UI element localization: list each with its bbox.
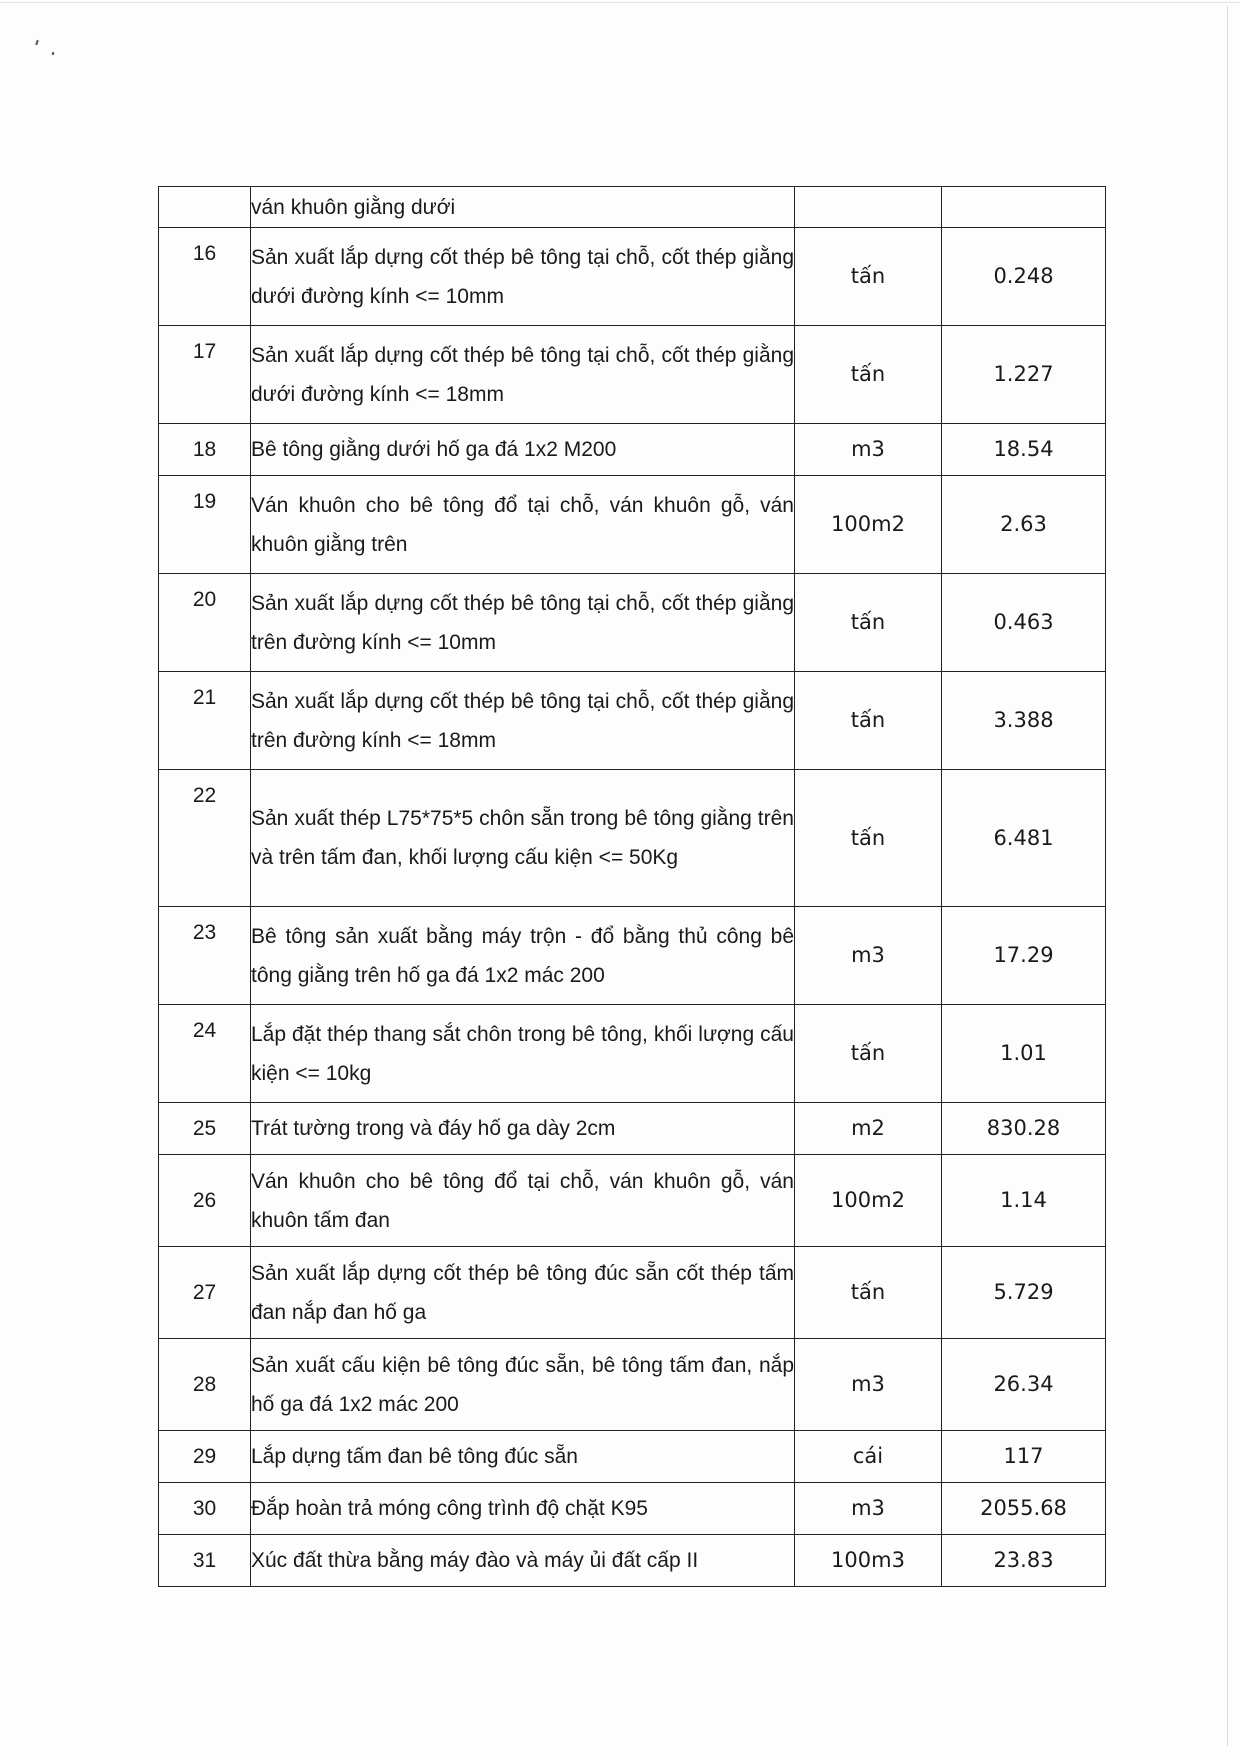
cell-no: 25 [159,1103,251,1155]
cell-quantity: 2.63 [942,476,1106,574]
table-row [159,1103,1106,1155]
table-row [159,1005,1106,1103]
cell-description: Xúc đất thừa bằng máy đào và máy ủi đất cấp II [251,1535,795,1587]
scan-speck [52,52,55,56]
table-row [159,1247,1106,1339]
cell-quantity [942,187,1106,228]
cell-unit: m3 [795,907,942,1005]
table-row [159,326,1106,424]
cell-unit: tấn [795,228,942,326]
cell-no: 27 [159,1247,251,1339]
cell-no: 20 [159,574,251,672]
cell-no: 23 [159,907,251,1005]
cell-no [159,187,251,228]
cell-no: 29 [159,1431,251,1483]
cell-quantity: 830.28 [942,1103,1106,1155]
table-row [159,1483,1106,1535]
cell-no: 30 [159,1483,251,1535]
cell-description: Đắp hoàn trả móng công trình độ chặt K95 [251,1483,795,1535]
cell-unit: tấn [795,672,942,770]
cell-no: 16 [159,228,251,326]
cell-quantity: 5.729 [942,1247,1106,1339]
cell-description: Sản xuất lắp dựng cốt thép bê tông tại chỗ, cốt thép giằng dưới đường kính <= 18mm [251,326,795,424]
cell-description: Bê tông sản xuất bằng máy trộn - đổ bằng thủ công bê tông giằng trên hố ga đá 1x2 mác 200 [251,907,795,1005]
cell-no: 21 [159,672,251,770]
cell-quantity: 23.83 [942,1535,1106,1587]
table-row [159,1339,1106,1431]
cell-unit: m3 [795,1483,942,1535]
cell-unit: tấn [795,770,942,907]
cell-quantity: 1.01 [942,1005,1106,1103]
cell-quantity: 1.227 [942,326,1106,424]
cell-quantity: 18.54 [942,424,1106,476]
table-row [159,574,1106,672]
cell-no: 17 [159,326,251,424]
cell-unit: 100m3 [795,1535,942,1587]
cell-unit: 100m2 [795,1155,942,1247]
cell-unit: tấn [795,1247,942,1339]
cell-quantity: 0.248 [942,228,1106,326]
cell-unit: cái [795,1431,942,1483]
cell-quantity: 2055.68 [942,1483,1106,1535]
table-row [159,672,1106,770]
cell-description: Ván khuôn cho bê tông đổ tại chỗ, ván khuôn gỗ, ván khuôn tấm đan [251,1155,795,1247]
cell-unit [795,187,942,228]
cell-unit: tấn [795,1005,942,1103]
cell-quantity: 26.34 [942,1339,1106,1431]
cell-no: 22 [159,770,251,907]
cell-no: 26 [159,1155,251,1247]
table-row-continuation [159,187,1106,228]
cell-description: Sản xuất lắp dựng cốt thép bê tông đúc sẵn cốt thép tấm đan nắp đan hố ga [251,1247,795,1339]
cell-description: Trát tường trong và đáy hố ga dày 2cm [251,1103,795,1155]
cell-unit: 100m2 [795,476,942,574]
cell-no: 18 [159,424,251,476]
scan-speck [35,40,39,45]
cell-quantity: 6.481 [942,770,1106,907]
table-row [159,907,1106,1005]
cell-unit: tấn [795,326,942,424]
cell-quantity: 0.463 [942,574,1106,672]
scan-artifact-top [0,2,1240,3]
cell-no: 31 [159,1535,251,1587]
cell-description: Sản xuất lắp dựng cốt thép bê tông tại chỗ, cốt thép giằng trên đường kính <= 10mm [251,574,795,672]
table-row [159,1155,1106,1247]
table-row [159,228,1106,326]
cell-description: Lắp dựng tấm đan bê tông đúc sẵn [251,1431,795,1483]
cell-description: Sản xuất lắp dựng cốt thép bê tông tại chỗ, cốt thép giằng dưới đường kính <= 10mm [251,228,795,326]
scan-artifact-edge [1227,6,1228,1746]
cell-quantity: 17.29 [942,907,1106,1005]
table-row [159,424,1106,476]
cell-description: Bê tông giằng dưới hố ga đá 1x2 M200 [251,424,795,476]
table-row [159,476,1106,574]
cell-unit: m2 [795,1103,942,1155]
cell-unit: m3 [795,424,942,476]
cell-quantity: 117 [942,1431,1106,1483]
cell-no: 28 [159,1339,251,1431]
cell-unit: m3 [795,1339,942,1431]
quantity-table [158,186,1106,1587]
cell-description: Sản xuất lắp dựng cốt thép bê tông tại chỗ, cốt thép giằng trên đường kính <= 18mm [251,672,795,770]
cell-description: Lắp đặt thép thang sắt chôn trong bê tông, khối lượng cấu kiện <= 10kg [251,1005,795,1103]
cell-unit: tấn [795,574,942,672]
table-row [159,1535,1106,1587]
table-row [159,770,1106,907]
cell-quantity: 1.14 [942,1155,1106,1247]
cell-quantity: 3.388 [942,672,1106,770]
cell-description: Sản xuất cấu kiện bê tông đúc sẵn, bê tông tấm đan, nắp hố ga đá 1x2 mác 200 [251,1339,795,1431]
cell-description: Sản xuất thép L75*75*5 chôn sẵn trong bê tông giằng trên và trên tấm đan, khối lượng cấu kiện <= 50Kg [251,770,795,907]
cell-no: 19 [159,476,251,574]
table-row [159,1431,1106,1483]
cell-no: 24 [159,1005,251,1103]
cell-description: ván khuôn giằng dưới [251,187,795,228]
cell-description: Ván khuôn cho bê tông đổ tại chỗ, ván khuôn gỗ, ván khuôn giằng trên [251,476,795,574]
